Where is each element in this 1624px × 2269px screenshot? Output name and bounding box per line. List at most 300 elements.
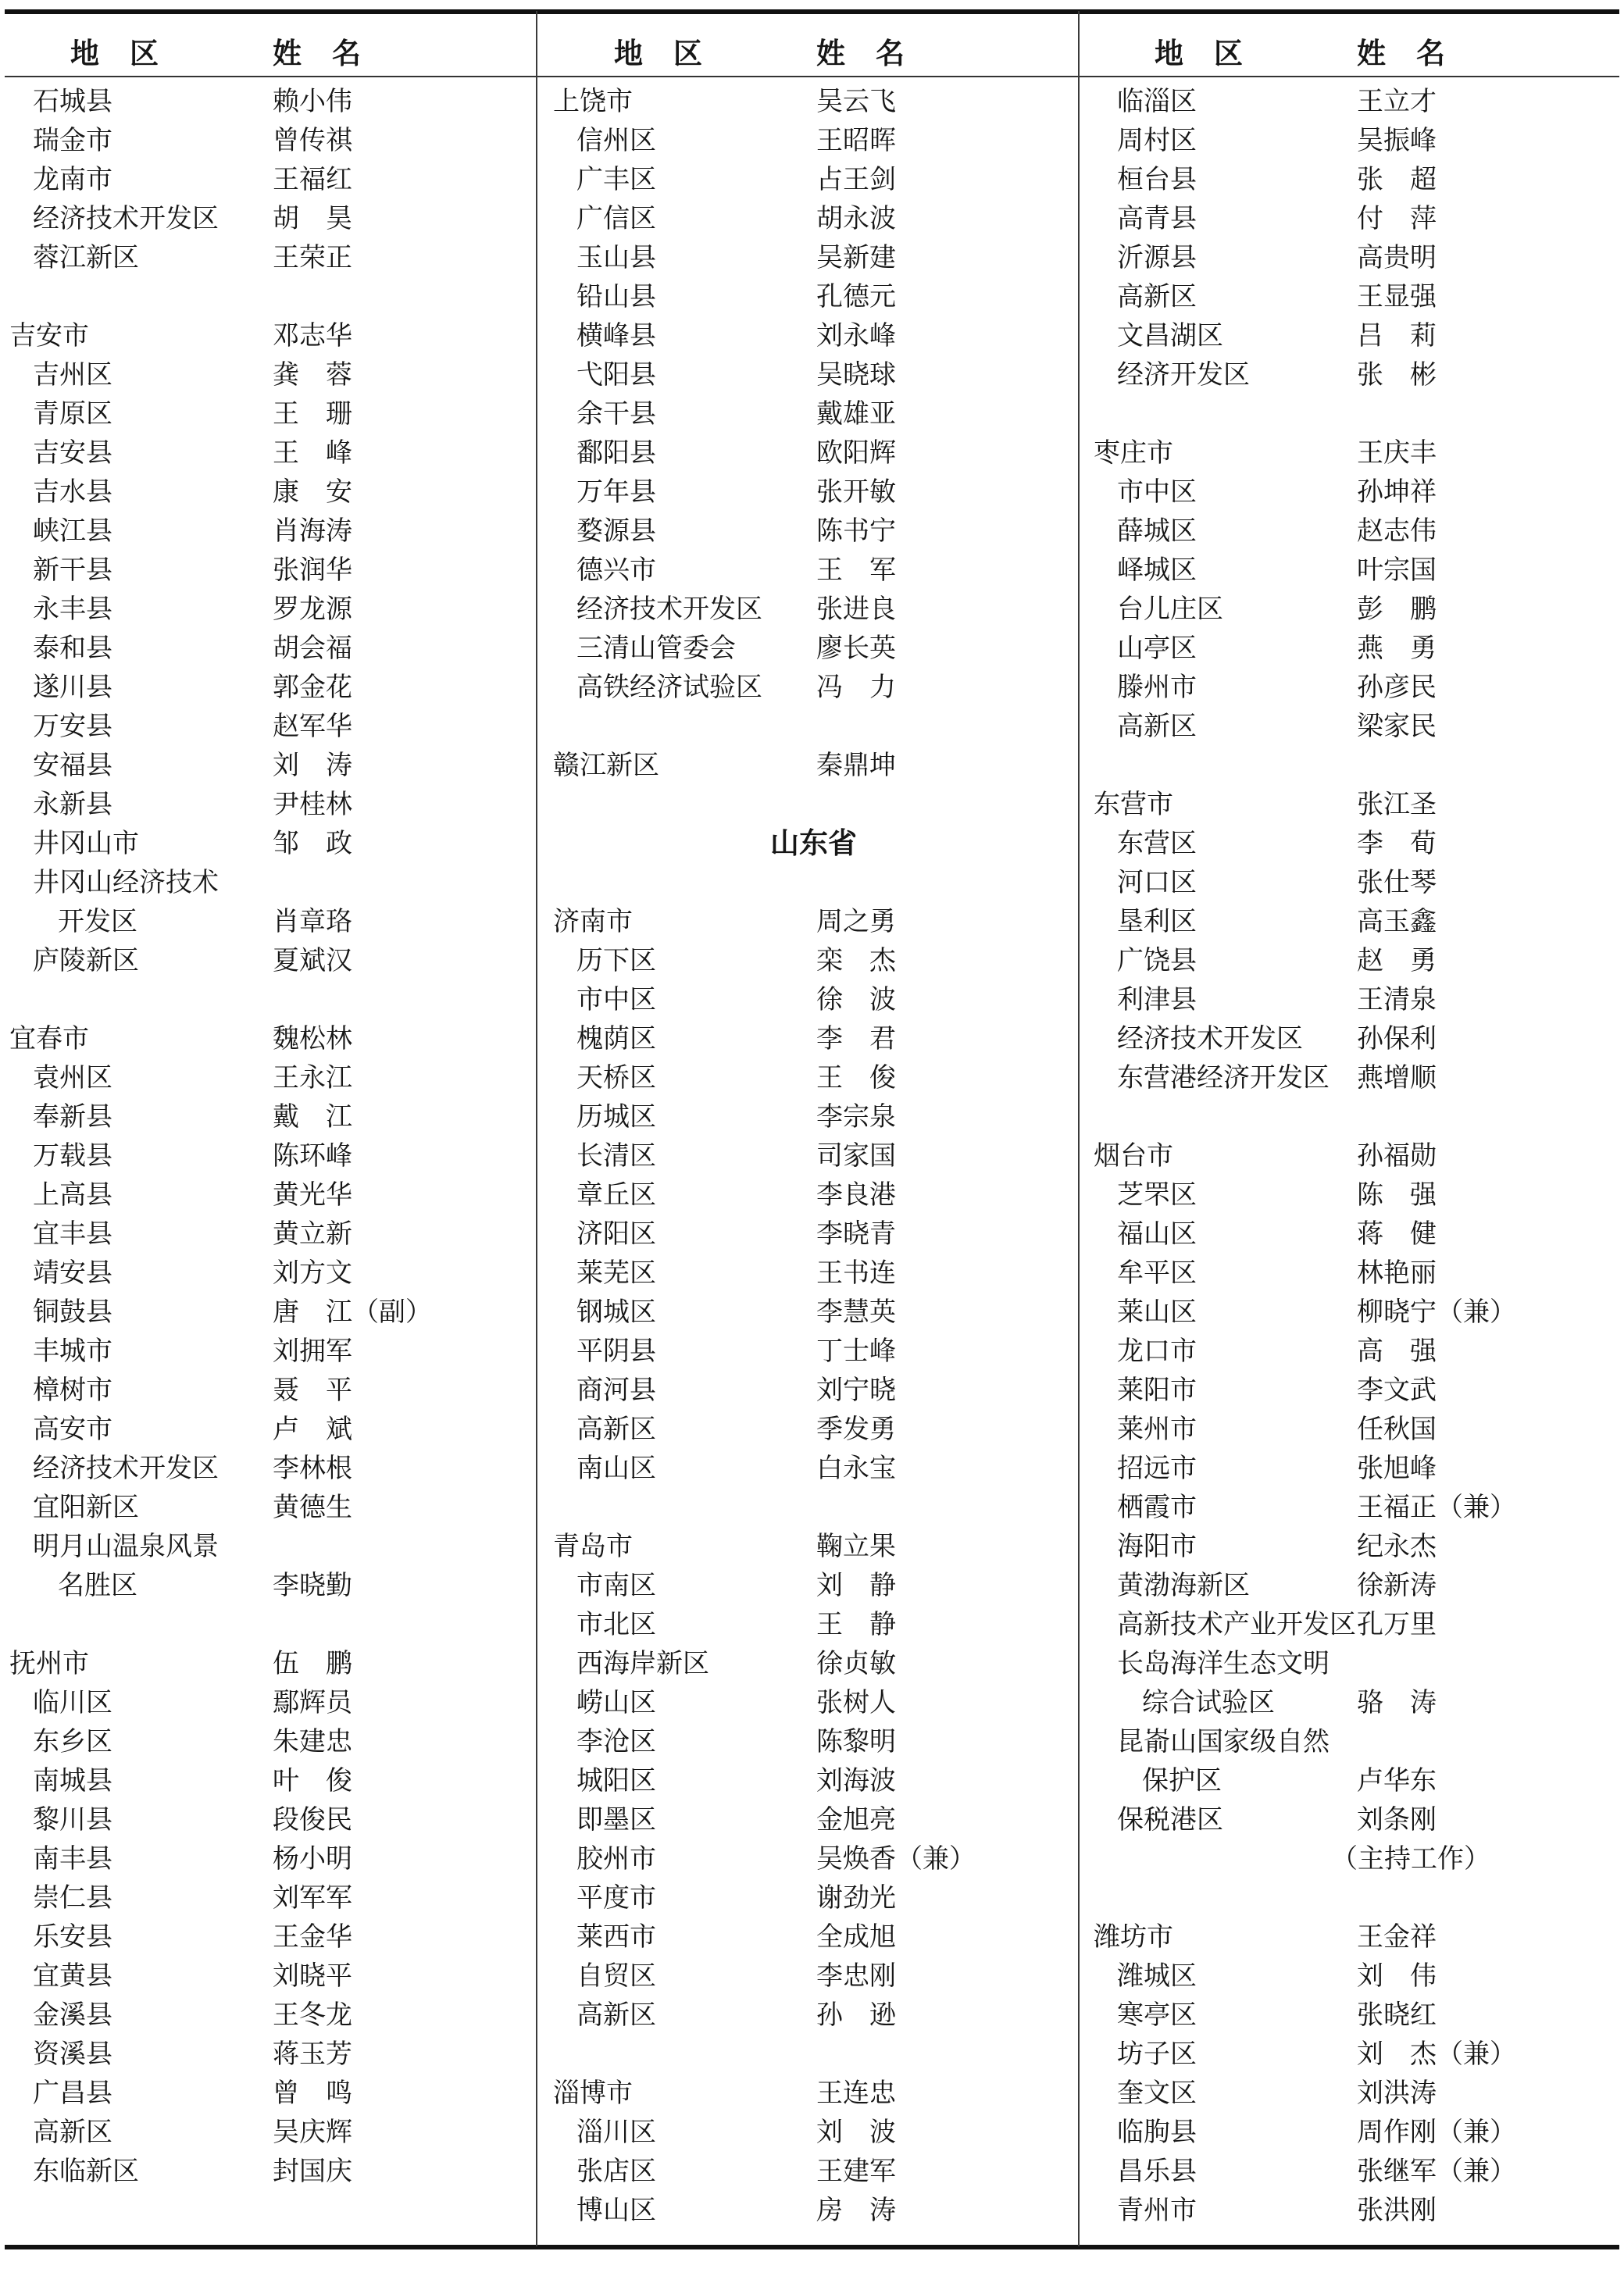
table-row (1087, 708, 1621, 747)
region-cell: 昌乐县 (1117, 2157, 1197, 2186)
region-cell: 上饶市 (553, 87, 633, 116)
region-cell: 南丰县 (33, 1845, 112, 1874)
region-cell: 黄渤海新区 (1117, 1572, 1250, 1600)
table-row (3, 2153, 537, 2192)
table-row (1087, 786, 1621, 825)
table-row (1087, 434, 1621, 473)
name-cell: 燕增顺 (1357, 1064, 1437, 1093)
province-section-header: 山东省 (770, 828, 857, 860)
table-row (1087, 825, 1621, 864)
table-row (3, 1801, 537, 1840)
region-cell: 寒亭区 (1117, 2001, 1197, 2030)
region-cell: 高新区 (576, 1415, 656, 1444)
region-cell: 经济技术开发区 (1117, 1025, 1303, 1054)
table-row (3, 825, 537, 864)
region-cell: 信州区 (576, 127, 656, 155)
name-cell: 王冬龙 (273, 2001, 352, 2030)
region-cell: 利津县 (1117, 986, 1197, 1015)
spacer-row (1087, 747, 1621, 786)
name-cell: 陈环峰 (273, 1142, 352, 1171)
region-cell: 平度市 (576, 1884, 656, 1913)
table-row (547, 1528, 1080, 1567)
region-cell: 赣江新区 (553, 751, 659, 780)
table-row (3, 1528, 537, 1567)
table-row (547, 590, 1080, 630)
table-row (547, 1215, 1080, 1254)
table-row (1087, 1372, 1621, 1411)
table-row (3, 512, 537, 551)
region-cell: 袁州区 (33, 1064, 112, 1093)
name-cell: 周作刚（兼） (1357, 2118, 1516, 2147)
region-cell: 婺源县 (576, 517, 656, 546)
region-cell: 莱州市 (1117, 1415, 1197, 1444)
name-cell: 高玉鑫 (1357, 908, 1437, 936)
region-cell: 乐安县 (33, 1923, 112, 1952)
region-cell: 昆嵛山国家级自然 (1117, 1728, 1330, 1757)
table-row (3, 1489, 537, 1528)
region-cell: 市南区 (576, 1572, 656, 1600)
region-cell: 枣庄市 (1094, 439, 1173, 468)
name-cell: 张继军（兼） (1357, 2157, 1516, 2186)
table-row (1087, 1528, 1621, 1567)
table-row (1087, 1567, 1621, 1606)
table-row (3, 161, 537, 200)
name-cell: 刘 波 (816, 2118, 896, 2147)
region-column-3 (1087, 11, 1621, 2231)
name-cell: 刘方文 (273, 1259, 352, 1288)
table-row (3, 434, 537, 473)
table-row (547, 2114, 1080, 2153)
table-row (547, 1372, 1080, 1411)
name-cell: 肖海涛 (273, 517, 352, 546)
name-cell: 吕 莉 (1357, 322, 1437, 351)
table-row (3, 1137, 537, 1176)
region-cell: 临川区 (33, 1689, 112, 1718)
region-cell: 栖霞市 (1117, 1493, 1197, 1522)
spacer-row (547, 864, 1080, 903)
table-row (547, 1020, 1080, 1059)
region-cell: 广信区 (576, 205, 656, 234)
region-cell: 莱芜区 (576, 1259, 656, 1288)
table-row (1087, 1723, 1621, 1762)
name-cell: 张润华 (273, 556, 352, 585)
name-cell: 夏斌汉 (273, 947, 352, 976)
table-row (547, 1606, 1080, 1645)
region-cell: 文昌湖区 (1117, 322, 1223, 351)
region-cell: 东营市 (1094, 790, 1173, 819)
region-cell: 长岛海洋生态文明 (1117, 1650, 1330, 1679)
table-row (1087, 1762, 1621, 1801)
table-row (547, 83, 1080, 122)
table-row (547, 1098, 1080, 1137)
table-row (547, 2192, 1080, 2231)
name-cell: 戴雄亚 (816, 400, 896, 429)
name-cell: 赵 勇 (1357, 947, 1437, 976)
column-header (547, 11, 1080, 83)
name-cell: 聂 平 (273, 1376, 352, 1405)
region-cell: 薛城区 (1117, 517, 1197, 546)
table-row (1087, 981, 1621, 1020)
name-cell: 王建军 (816, 2157, 896, 2186)
table-row (1087, 903, 1621, 942)
name-cell: 李慧英 (816, 1298, 896, 1327)
name-cell: 王庆丰 (1357, 439, 1437, 468)
region-cell: 余干县 (576, 400, 656, 429)
region-column-2 (547, 11, 1080, 2231)
table-row (547, 1137, 1080, 1176)
region-column-1 (3, 11, 537, 2192)
name-cell: 付 萍 (1357, 205, 1437, 234)
table-row (547, 239, 1080, 278)
region-cell: 东营港经济开发区 (1117, 1064, 1330, 1093)
name-header-label: 姓 名 (273, 38, 362, 70)
region-cell: 玉山县 (576, 244, 656, 273)
table-row (547, 1176, 1080, 1215)
region-cell: 开发区 (58, 908, 137, 936)
table-row (1087, 551, 1621, 590)
table-row (1087, 83, 1621, 122)
region-cell: 潍坊市 (1094, 1923, 1173, 1952)
region-header-label: 地 区 (70, 38, 159, 70)
name-cell: 伍 鹏 (273, 1650, 352, 1679)
name-cell: 刘海波 (816, 1767, 896, 1796)
name-cell: 廖长英 (816, 634, 896, 663)
name-cell: 张开敏 (816, 478, 896, 507)
region-cell: 牟平区 (1117, 1259, 1197, 1288)
name-cell: 秦鼎坤 (816, 751, 896, 780)
name-cell: 吴振峰 (1357, 127, 1437, 155)
name-cell: 王福正（兼） (1357, 1493, 1516, 1522)
region-cell: 钢城区 (576, 1298, 656, 1327)
table-row (547, 122, 1080, 161)
name-cell: 陈 强 (1357, 1181, 1437, 1210)
name-cell: 吴庆辉 (273, 2118, 352, 2147)
table-row (3, 1723, 537, 1762)
name-cell: 刘拥军 (273, 1337, 352, 1366)
table-row (3, 122, 537, 161)
region-cell: 山亭区 (1117, 634, 1197, 663)
name-cell: 郭金花 (273, 673, 352, 702)
region-cell: 丰城市 (33, 1337, 112, 1366)
spacer-row (547, 2035, 1080, 2075)
name-cell: 白永宝 (816, 1454, 896, 1483)
name-cell: 封国庆 (273, 2157, 352, 2186)
name-cell: 张旭峰 (1357, 1454, 1437, 1483)
name-cell: 王清泉 (1357, 986, 1437, 1015)
name-cell: 张进良 (816, 595, 896, 624)
rows-container (3, 83, 537, 2192)
table-row (3, 708, 537, 747)
table-row (1087, 1176, 1621, 1215)
region-cell: 滕州市 (1117, 673, 1197, 702)
name-cell: 刘 杰（兼） (1357, 2040, 1516, 2069)
region-cell: 经济开发区 (1117, 361, 1250, 390)
table-row (547, 1723, 1080, 1762)
table-row (3, 1645, 537, 1684)
name-cell: 戴 江 (273, 1103, 352, 1132)
table-row (547, 395, 1080, 434)
table-row (3, 1254, 537, 1293)
name-cell: 王显强 (1357, 283, 1437, 312)
name-cell: 邓志华 (273, 322, 352, 351)
region-cell: 商河县 (576, 1376, 656, 1405)
region-header-label: 地 区 (614, 38, 703, 70)
region-cell: 新干县 (33, 556, 112, 585)
table-row (3, 317, 537, 356)
name-cell: 张洪刚 (1357, 2196, 1437, 2225)
name-cell: 栾 杰 (816, 947, 896, 976)
table-row (3, 942, 537, 981)
name-cell: 司家国 (816, 1142, 896, 1171)
region-cell: 保护区 (1142, 1767, 1222, 1796)
table-row (3, 1957, 537, 1996)
table-row (3, 786, 537, 825)
name-cell: 高贵明 (1357, 244, 1437, 273)
region-cell: 博山区 (576, 2196, 656, 2225)
table-row (1087, 512, 1621, 551)
name-cell: 赵志伟 (1357, 517, 1437, 546)
name-cell: 孙坤祥 (1357, 478, 1437, 507)
name-cell: 王福红 (273, 166, 352, 194)
name-cell: 欧阳辉 (816, 439, 896, 468)
region-cell: 淄川区 (576, 2118, 656, 2147)
rows-container (547, 83, 1080, 2231)
region-cell: 西海岸新区 (576, 1650, 709, 1679)
table-row (3, 864, 537, 903)
table-row (3, 747, 537, 786)
name-cell: 张江圣 (1357, 790, 1437, 819)
table-row (1087, 2075, 1621, 2114)
region-cell: 永丰县 (33, 595, 112, 624)
table-row (547, 1996, 1080, 2035)
region-cell: 临朐县 (1117, 2118, 1197, 2147)
region-cell: 三清山管委会 (576, 634, 736, 663)
name-cell: 徐贞敏 (816, 1650, 896, 1679)
name-cell: 任秋国 (1357, 1415, 1437, 1444)
name-cell: 高 强 (1357, 1337, 1437, 1366)
name-cell: 王永江 (273, 1064, 352, 1093)
spacer-row (3, 278, 537, 317)
table-row (547, 903, 1080, 942)
table-row (1087, 1996, 1621, 2035)
table-row (3, 1840, 537, 1879)
region-cell: 东营区 (1117, 829, 1197, 858)
name-cell: 赵军华 (273, 712, 352, 741)
region-cell: 青原区 (33, 400, 112, 429)
name-cell: 曾 鸣 (273, 2079, 352, 2108)
column-header (3, 11, 537, 83)
region-cell: 章丘区 (576, 1181, 656, 1210)
region-cell: 高新区 (576, 2001, 656, 2030)
table-row (1087, 590, 1621, 630)
name-cell: 刘洪涛 (1357, 2079, 1437, 2108)
name-cell: 黄立新 (273, 1220, 352, 1249)
name-cell: 刘晓平 (273, 1962, 352, 1991)
table-row (1087, 1020, 1621, 1059)
table-row (1087, 1957, 1621, 1996)
spacer-row (3, 981, 537, 1020)
name-cell: 康 安 (273, 478, 352, 507)
name-cell: 蒋玉芳 (273, 2040, 352, 2069)
region-cell: 福山区 (1117, 1220, 1197, 1249)
region-cell: 明月山温泉风景 (33, 1532, 219, 1561)
name-cell: 孙福勋 (1357, 1142, 1437, 1171)
table-row (1087, 1801, 1621, 1840)
name-cell: 尹桂林 (273, 790, 352, 819)
table-row (3, 669, 537, 708)
table-row (547, 434, 1080, 473)
name-cell: 李良港 (816, 1181, 896, 1210)
name-cell: 孙 逊 (816, 2001, 896, 2030)
table-row (1087, 1918, 1621, 1957)
region-cell: 靖安县 (33, 1259, 112, 1288)
table-row (547, 317, 1080, 356)
table-row (547, 1333, 1080, 1372)
name-cell: 王 珊 (273, 400, 352, 429)
region-cell: 天桥区 (576, 1064, 656, 1093)
name-cell: 纪永杰 (1357, 1532, 1437, 1561)
name-cell: 王昭晖 (816, 127, 896, 155)
region-cell: 即墨区 (576, 1806, 656, 1835)
table-row (1087, 239, 1621, 278)
region-cell: 坊子区 (1117, 2040, 1197, 2069)
region-cell: 东临新区 (33, 2157, 139, 2186)
name-cell: 全成旭 (816, 1923, 896, 1952)
region-cell: 潍城区 (1117, 1962, 1197, 1991)
region-cell: 安福县 (33, 751, 112, 780)
region-cell: 槐荫区 (576, 1025, 656, 1054)
region-cell: 资溪县 (33, 2040, 112, 2069)
spacer-row (1087, 1879, 1621, 1918)
region-cell: 崂山区 (576, 1689, 656, 1718)
name-cell: 王荣正 (273, 244, 352, 273)
table-row (3, 590, 537, 630)
region-cell: 鄱阳县 (576, 439, 656, 468)
region-cell: 井冈山经济技术 (33, 869, 219, 897)
name-cell: 徐新涛 (1357, 1572, 1437, 1600)
table-row (3, 1567, 537, 1606)
region-cell: 综合试验区 (1142, 1689, 1275, 1718)
table-row (547, 1293, 1080, 1333)
region-cell: 崇仁县 (33, 1884, 112, 1913)
table-row (3, 1176, 537, 1215)
region-cell: 青岛市 (553, 1532, 633, 1561)
name-cell: 蒋 健 (1357, 1220, 1437, 1249)
name-cell: 王 俊 (816, 1064, 896, 1093)
table-row (3, 2114, 537, 2153)
region-cell: 弋阳县 (576, 361, 656, 390)
name-cell: 胡会福 (273, 634, 352, 663)
table-row (1087, 2114, 1621, 2153)
region-cell: 海阳市 (1117, 1532, 1197, 1561)
region-cell: 名胜区 (58, 1572, 137, 1600)
region-header-label: 地 区 (1155, 38, 1244, 70)
region-cell: 龙南市 (33, 166, 112, 194)
region-cell: 宜阳新区 (33, 1493, 139, 1522)
table-row (3, 1059, 537, 1098)
region-cell: 万年县 (576, 478, 656, 507)
region-cell: 铅山县 (576, 283, 656, 312)
table-row (547, 473, 1080, 512)
table-row (3, 200, 537, 239)
name-cell: 杨小明 (273, 1845, 352, 1874)
name-cell: 王 静 (816, 1611, 896, 1639)
table-row (1087, 317, 1621, 356)
table-row (3, 1372, 537, 1411)
region-cell: 横峰县 (576, 322, 656, 351)
table-row (547, 512, 1080, 551)
region-cell: 吉水县 (33, 478, 112, 507)
name-cell: 李宗泉 (816, 1103, 896, 1132)
region-cell: 金溪县 (33, 2001, 112, 2030)
region-cell: 平阴县 (576, 1337, 656, 1366)
region-cell: 保税港区 (1117, 1806, 1223, 1835)
region-cell: 市中区 (576, 986, 656, 1015)
name-cell: 谢劲光 (816, 1884, 896, 1913)
region-cell: 井冈山市 (33, 829, 139, 858)
region-cell: 历城区 (576, 1103, 656, 1132)
region-cell: 峄城区 (1117, 556, 1197, 585)
name-header-label: 姓 名 (816, 38, 905, 70)
table-row (547, 2075, 1080, 2114)
region-cell: 万载县 (33, 1142, 112, 1171)
region-cell: 高新区 (1117, 283, 1197, 312)
table-row (1087, 278, 1621, 317)
table-row (1087, 473, 1621, 512)
region-cell: 宜黄县 (33, 1962, 112, 1991)
region-cell: 莱山区 (1117, 1298, 1197, 1327)
table-row (547, 1918, 1080, 1957)
name-cell: 鄢辉员 (273, 1689, 352, 1718)
table-row (547, 1840, 1080, 1879)
name-cell: 刘永峰 (816, 322, 896, 351)
table-row (1087, 864, 1621, 903)
table-row (1087, 1215, 1621, 1254)
name-cell: 肖章珞 (273, 908, 352, 936)
name-cell: 龚 蓉 (273, 361, 352, 390)
region-cell: 吉州区 (33, 361, 112, 390)
table-row (547, 1762, 1080, 1801)
table-row (1087, 1254, 1621, 1293)
region-cell: 莱西市 (576, 1923, 656, 1952)
region-cell: 宜春市 (9, 1025, 89, 1054)
name-cell: 骆 涛 (1357, 1689, 1437, 1718)
column-header (1087, 11, 1621, 83)
name-cell: 鞠立果 (816, 1532, 896, 1561)
table-row (547, 1645, 1080, 1684)
name-cell: 吴焕香（兼） (816, 1845, 976, 1874)
region-cell: 济阳区 (576, 1220, 656, 1249)
table-row (1087, 2192, 1621, 2231)
table-row (3, 83, 537, 122)
name-cell: 张晓红 (1357, 2001, 1437, 2030)
name-cell: 李忠刚 (816, 1962, 896, 1991)
name-cell: 季发勇 (816, 1415, 896, 1444)
name-cell: 李晓勤 (273, 1572, 352, 1600)
table-row (3, 356, 537, 395)
region-cell: 泰和县 (33, 634, 112, 663)
table-row (1087, 1684, 1621, 1723)
table-row (3, 1215, 537, 1254)
table-row (1087, 2035, 1621, 2075)
region-cell: 奉新县 (33, 1103, 112, 1132)
table-row (1087, 1411, 1621, 1450)
name-cell: 吴云飞 (816, 87, 896, 116)
name-note-cell: （主持工作） (1331, 1845, 1490, 1874)
region-cell: 高新区 (1117, 712, 1197, 741)
region-cell: 桓台县 (1117, 166, 1197, 194)
region-cell: 市北区 (576, 1611, 656, 1639)
